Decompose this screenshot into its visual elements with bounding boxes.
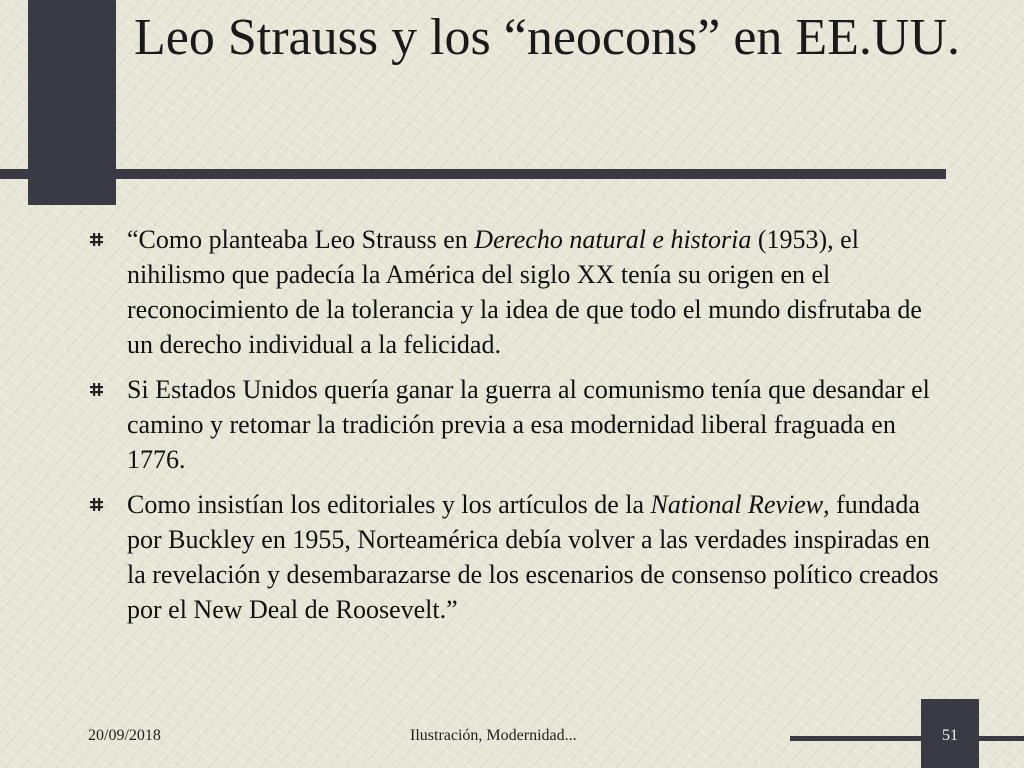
slide-title: Leo Strauss y los “neocons” en EE.UU. <box>134 9 961 66</box>
title-underline-rule <box>0 169 946 179</box>
bullet-item <box>90 372 940 477</box>
bullet-text: Si Estados Unidos quería ganar la guerra al comunismo tenía que desandar el camino y retomar la tradición previa a esa modernidad liberal fraguada en 1776. <box>127 375 930 474</box>
bullet-item <box>90 222 940 362</box>
bullet-text: “Como planteaba Leo Strauss en Derecho natural e historia (1953), el nihilismo que padecía la América del siglo XX tenía su origen en el reconocimiento de la tolerancia y la idea de que todo el mundo disfrutaba de un derecho individual a la felicidad. <box>127 225 922 359</box>
bullet-item <box>90 487 940 627</box>
hash-bullet-icon <box>90 383 103 396</box>
footer-date: 20/09/2018 <box>88 727 161 744</box>
footer-rule <box>790 736 1024 741</box>
hash-bullet-icon <box>90 233 103 246</box>
hash-bullet-icon <box>90 498 103 511</box>
page-number: 51 <box>942 727 958 744</box>
footer-title: Ilustración, Modernidad... <box>410 727 577 744</box>
bullet-text: Como insistían los editoriales y los artículos de la National Review, fundada por Buckley en 1955, Norteamérica debía volver a las verdades inspiradas en la revelación y desembarazarse de los escenarios de consenso político creados por el New Deal de Roosevelt.” <box>127 490 939 624</box>
bullet-list <box>90 222 940 637</box>
